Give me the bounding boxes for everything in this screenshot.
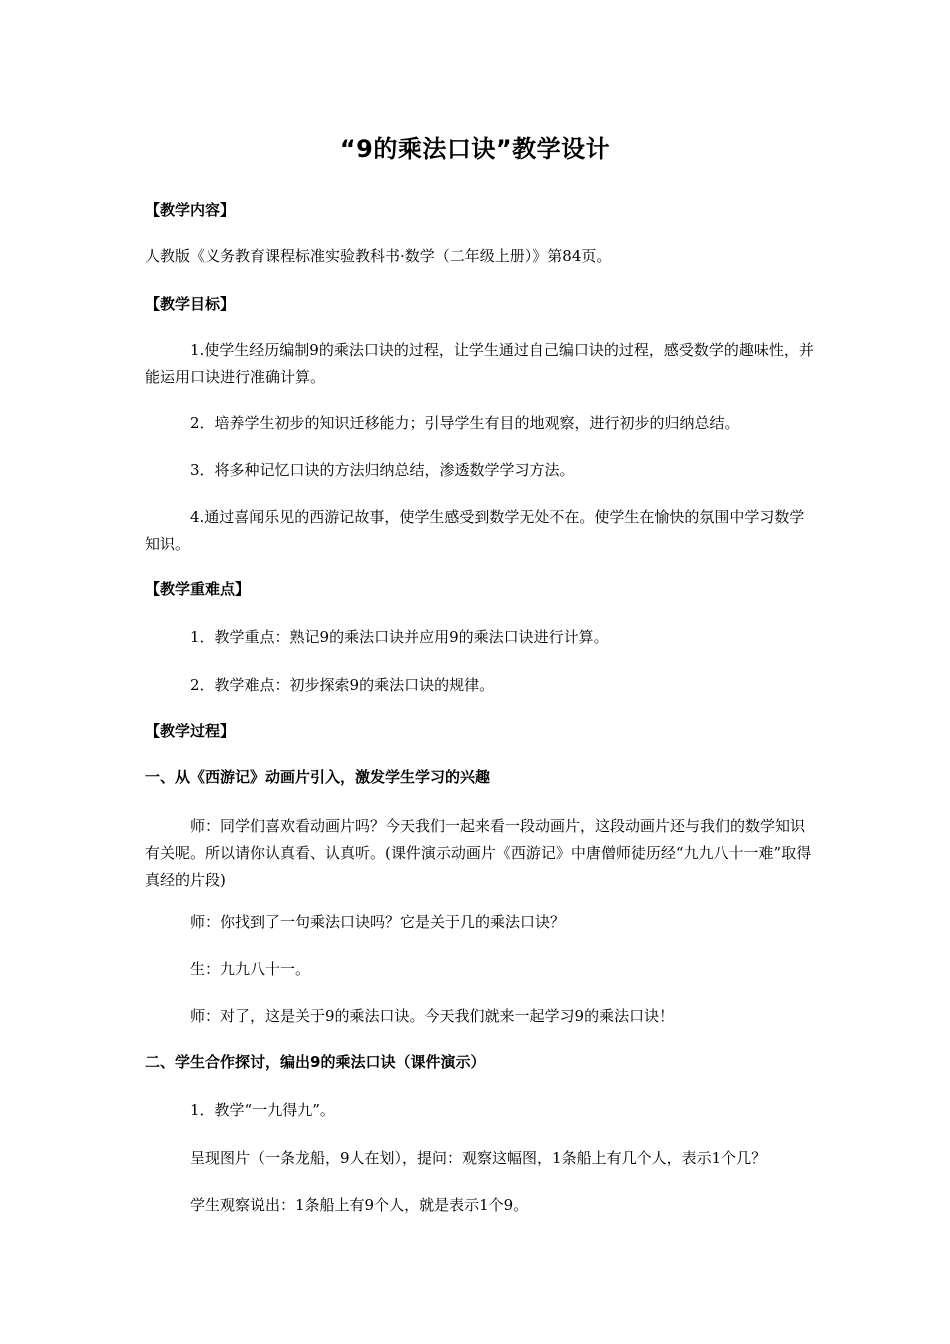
subsection-heading-1: 一、从《西游记》动画片引入，激发学生学习的兴趣 [145,768,491,786]
dialogue-paragraph: 生：九九八十一。 [190,960,311,978]
goal-item: 3．将多种记忆口诀的方法归纳总结，渗透数学学习方法。 [190,461,575,479]
key-point-item: 1．教学重点：熟记9的乘法口诀并应用9的乘法口诀进行计算。 [190,628,609,646]
key-point-item: 2．教学难点：初步探索9的乘法口诀的规律。 [190,676,495,694]
section-heading-key-points: 【教学重难点】 [145,580,251,598]
section-heading-goals: 【教学目标】 [145,295,236,313]
section-heading-content: 【教学内容】 [145,201,236,219]
dialogue-paragraph: 师：对了，这是关于9的乘法口诀。今天我们就来一起学习9的乘法口诀！ [190,1007,675,1025]
step-paragraph: 学生观察说出：1条船上有9个人，就是表示1个9。 [190,1196,529,1214]
document-title: “9的乘法口诀”教学设计 [339,135,611,163]
goal-item: 2．培养学生初步的知识迁移能力；引导学生有目的地观察，进行初步的归纳总结。 [190,414,740,432]
section-heading-process: 【教学过程】 [145,722,236,740]
goal-item: 4.通过喜闻乐见的西游记故事，使学生感受到数学无处不在。使学生在愉快的氛围中学习数学知识。 [145,508,805,553]
content-text: 人教版《义务教育课程标准实验教科书·数学（二年级上册）》第84页。 [145,247,612,265]
dialogue-paragraph: 师：你找到了一句乘法口诀吗？它是关于几的乘法口诀？ [190,913,566,931]
goal-item: 1.使学生经历编制9的乘法口诀的过程，让学生通过自己编口诀的过程，感受数学的趣味性，并能运用口诀进行准确计算。 [145,341,814,386]
subsection-heading-2: 二、学生合作探讨，编出9的乘法口诀（课件演示） [145,1053,486,1071]
step-paragraph: 1．教学“一九得九”。 [190,1101,335,1119]
step-paragraph: 呈现图片（一条龙船，9人在划），提问：观察这幅图，1条船上有几个人，表示1个几？ [190,1149,767,1167]
dialogue-paragraph: 师：同学们喜欢看动画片吗？今天我们一起来看一段动画片，这段动画片还与我们的数学知识有关呢。所以请你认真看、认真听。(课件演示动画片《西游记》中唐僧师徒历经“九九八十一难”取得真经的片段) [145,817,812,889]
